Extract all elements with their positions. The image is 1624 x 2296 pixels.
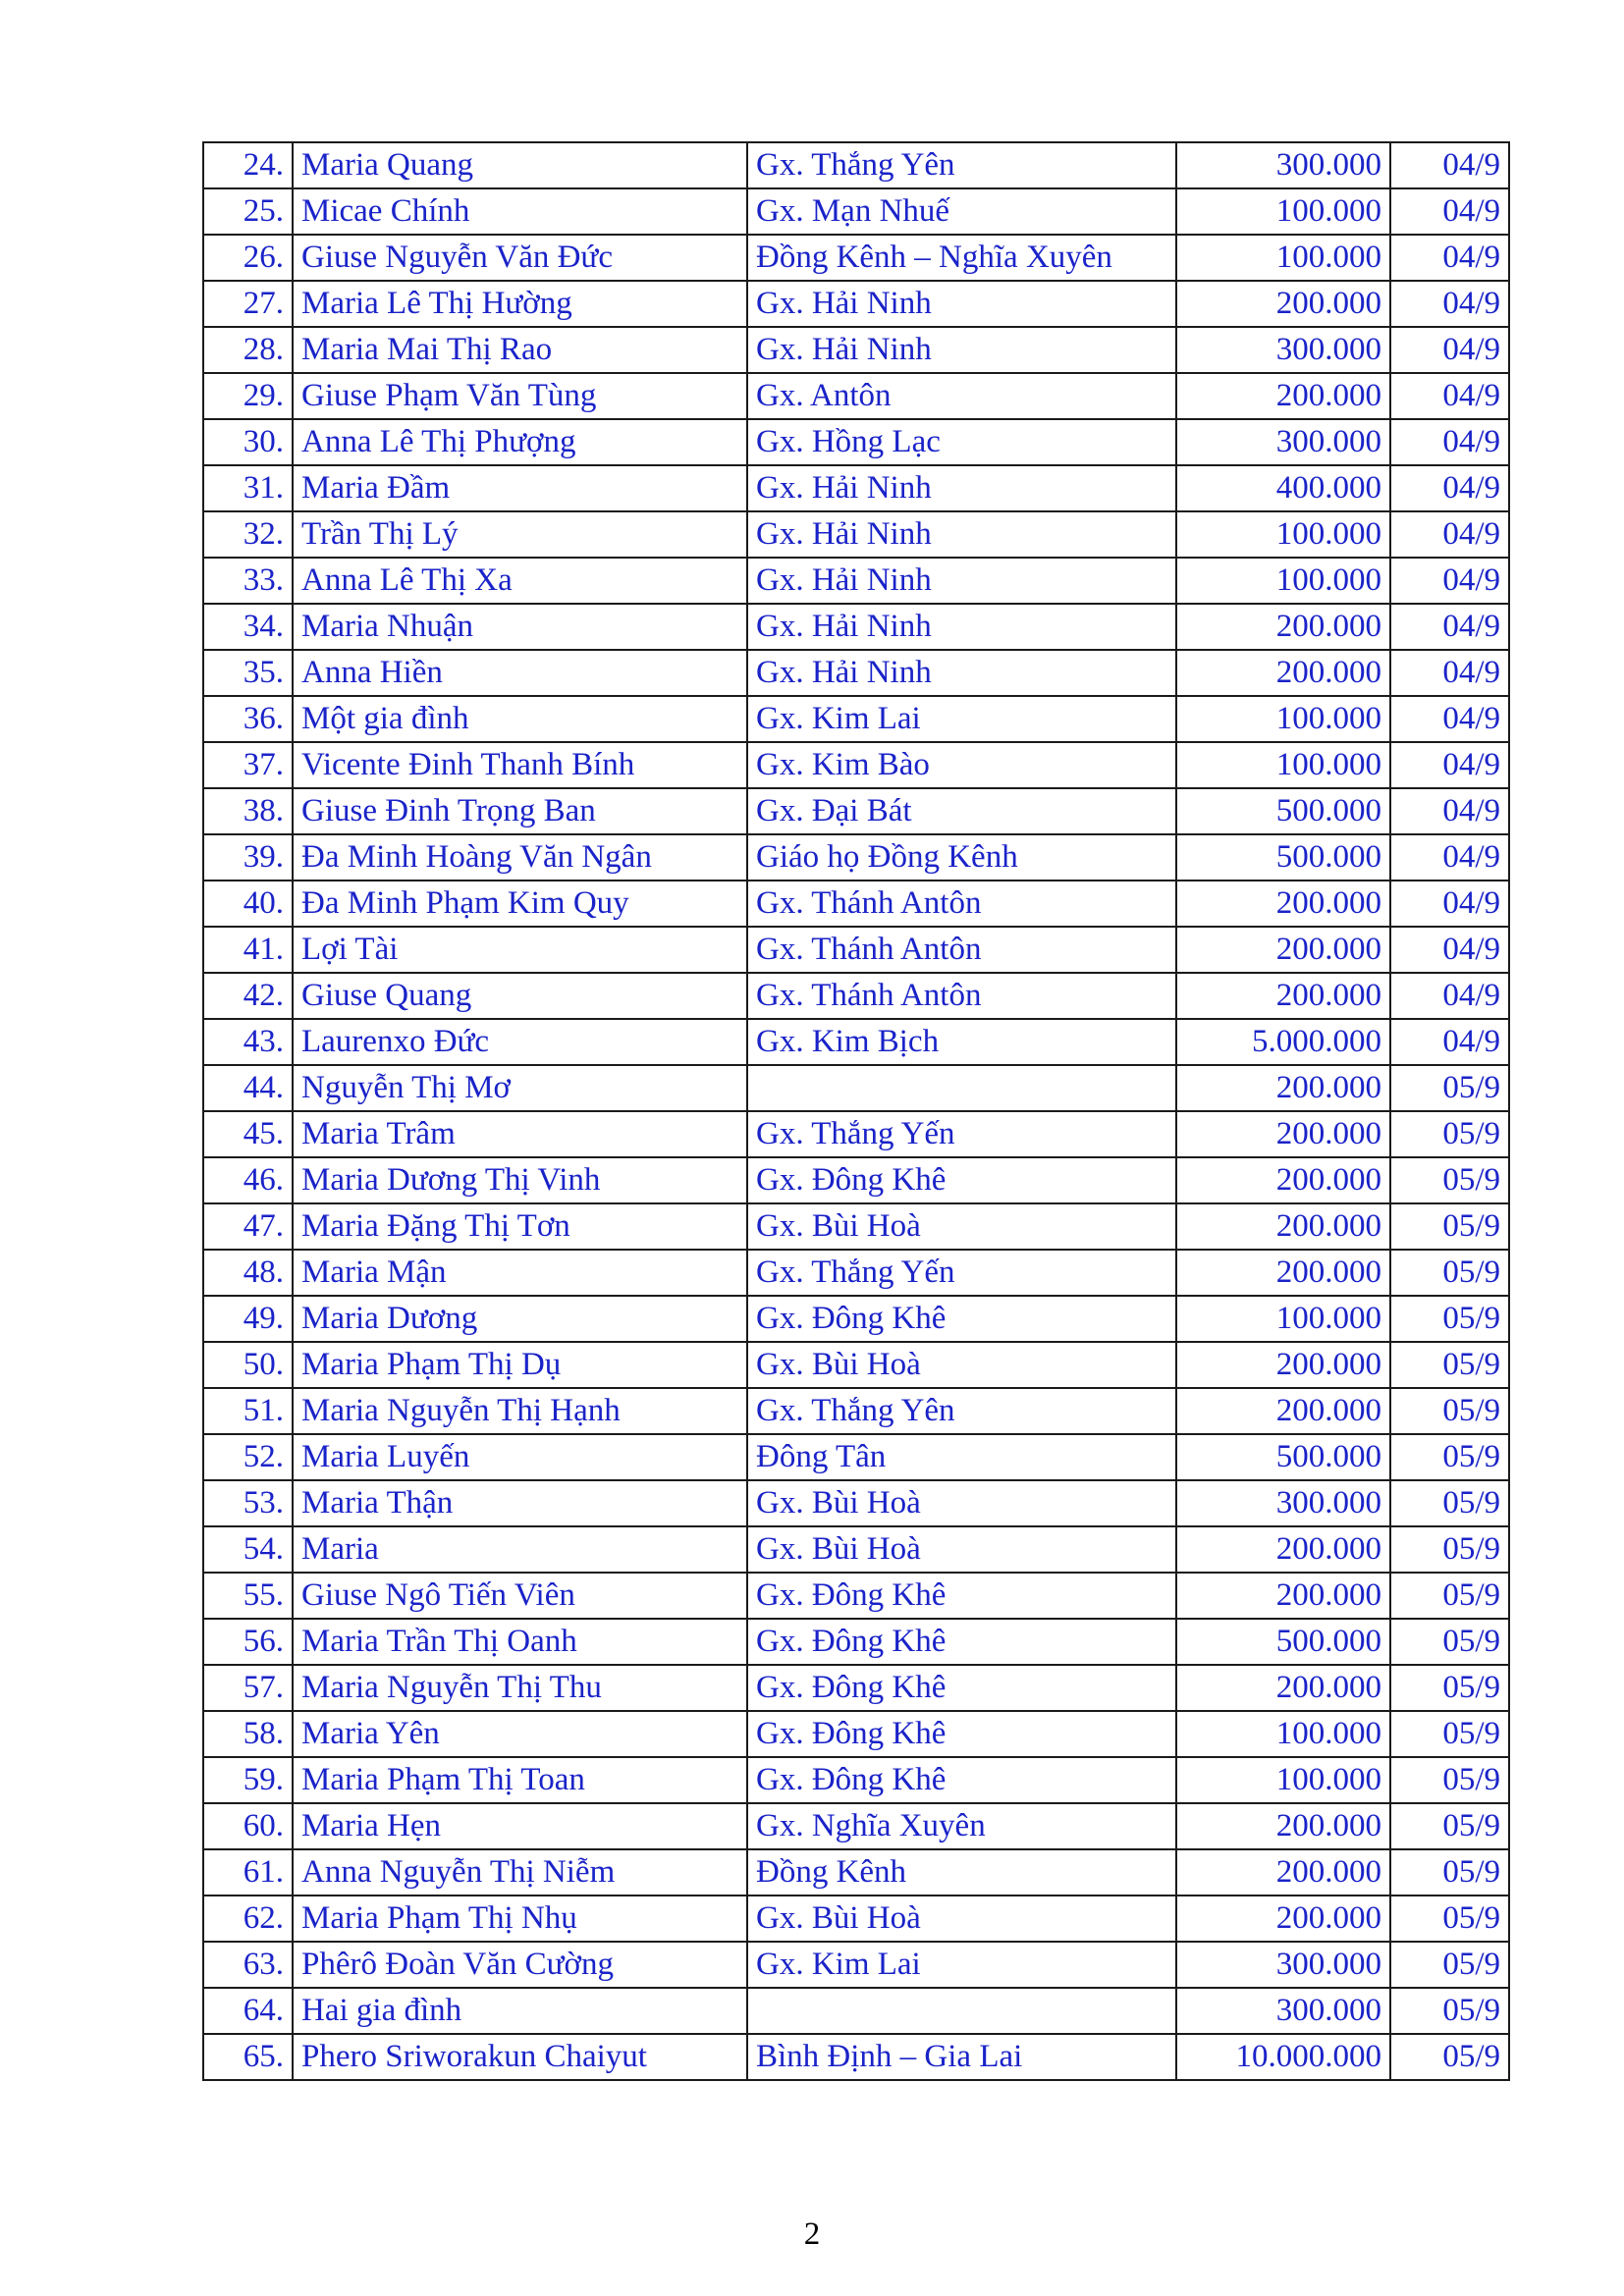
table-row [203,604,1509,650]
donor-name-cell: Maria [293,1526,747,1573]
row-number-cell: 37. [203,742,293,788]
donor-name-cell: Laurenxo Đức [293,1019,747,1065]
parish-cell: Gx. Mạn Nhuế [747,188,1176,235]
table-row [203,373,1509,419]
date-cell: 04/9 [1390,650,1509,696]
date-cell: 05/9 [1390,1988,1509,2034]
row-number-cell: 64. [203,1988,293,2034]
donation-table-body [203,142,1509,2080]
parish-cell: Gx. Đông Khê [747,1296,1176,1342]
parish-cell: Gx. Hải Ninh [747,511,1176,558]
donor-name-cell: Maria Trâm [293,1111,747,1157]
row-number-cell: 55. [203,1573,293,1619]
amount-cell: 100.000 [1176,511,1390,558]
parish-cell: Gx. Thánh Antôn [747,881,1176,927]
row-number-cell: 52. [203,1434,293,1480]
table-row [203,650,1509,696]
donor-name-cell: Maria Luyến [293,1434,747,1480]
date-cell: 04/9 [1390,419,1509,465]
date-cell: 04/9 [1390,235,1509,281]
date-cell: 05/9 [1390,1526,1509,1573]
amount-cell: 300.000 [1176,1988,1390,2034]
table-row [203,327,1509,373]
date-cell: 04/9 [1390,465,1509,511]
parish-cell: Gx. Đông Khê [747,1665,1176,1711]
date-cell: 05/9 [1390,1480,1509,1526]
parish-cell: Gx. Thắng Yên [747,1388,1176,1434]
donor-name-cell: Phero Sriworakun Chaiyut [293,2034,747,2080]
amount-cell: 100.000 [1176,1757,1390,1803]
parish-cell [747,1065,1176,1111]
amount-cell: 200.000 [1176,927,1390,973]
amount-cell: 200.000 [1176,1573,1390,1619]
amount-cell: 200.000 [1176,1388,1390,1434]
table-row [203,281,1509,327]
donor-name-cell: Giuse Đinh Trọng Ban [293,788,747,834]
amount-cell: 500.000 [1176,834,1390,881]
donor-name-cell: Maria Hẹn [293,1803,747,1849]
date-cell: 04/9 [1390,742,1509,788]
parish-cell: Gx. Hải Ninh [747,465,1176,511]
amount-cell: 500.000 [1176,788,1390,834]
parish-cell: Gx. Thánh Antôn [747,927,1176,973]
donor-name-cell: Phêrô Đoàn Văn Cường [293,1942,747,1988]
date-cell: 05/9 [1390,1250,1509,1296]
donor-name-cell: Maria Mận [293,1250,747,1296]
parish-cell: Gx. Bùi Hoà [747,1526,1176,1573]
table-row [203,1111,1509,1157]
donor-name-cell: Anna Lê Thị Phượng [293,419,747,465]
amount-cell: 200.000 [1176,1803,1390,1849]
row-number-cell: 61. [203,1849,293,1896]
table-row [203,1388,1509,1434]
table-row [203,1203,1509,1250]
date-cell: 04/9 [1390,973,1509,1019]
parish-cell: Gx. Bùi Hoà [747,1480,1176,1526]
donor-name-cell: Maria Phạm Thị Toan [293,1757,747,1803]
date-cell: 04/9 [1390,834,1509,881]
row-number-cell: 48. [203,1250,293,1296]
table-row [203,188,1509,235]
date-cell: 04/9 [1390,558,1509,604]
parish-cell: Gx. Thắng Yến [747,1111,1176,1157]
table-row [203,235,1509,281]
parish-cell: Gx. Đông Khê [747,1711,1176,1757]
table-row [203,1526,1509,1573]
date-cell: 04/9 [1390,327,1509,373]
date-cell: 04/9 [1390,281,1509,327]
table-row [203,742,1509,788]
date-cell: 04/9 [1390,927,1509,973]
parish-cell: Bình Định – Gia Lai [747,2034,1176,2080]
parish-cell: Gx. Bùi Hoà [747,1342,1176,1388]
amount-cell: 100.000 [1176,235,1390,281]
donor-name-cell: Giuse Ngô Tiến Viên [293,1573,747,1619]
donor-name-cell: Anna Nguyễn Thị Niễm [293,1849,747,1896]
parish-cell: Gx. Đông Khê [747,1157,1176,1203]
donor-name-cell: Maria Đặng Thị Tơn [293,1203,747,1250]
date-cell: 04/9 [1390,142,1509,188]
donor-name-cell: Maria Lê Thị Hường [293,281,747,327]
date-cell: 05/9 [1390,1757,1509,1803]
amount-cell: 100.000 [1176,696,1390,742]
amount-cell: 10.000.000 [1176,2034,1390,2080]
row-number-cell: 56. [203,1619,293,1665]
row-number-cell: 59. [203,1757,293,1803]
donor-name-cell: Giuse Phạm Văn Tùng [293,373,747,419]
row-number-cell: 54. [203,1526,293,1573]
donor-name-cell: Maria Thận [293,1480,747,1526]
table-row [203,1434,1509,1480]
row-number-cell: 58. [203,1711,293,1757]
amount-cell: 200.000 [1176,604,1390,650]
parish-cell: Gx. Thắng Yên [747,142,1176,188]
donor-name-cell: Lợi Tài [293,927,747,973]
table-row [203,1803,1509,1849]
amount-cell: 100.000 [1176,558,1390,604]
donation-table [202,141,1510,2081]
table-row [203,1157,1509,1203]
amount-cell: 200.000 [1176,1526,1390,1573]
donor-name-cell: Trần Thị Lý [293,511,747,558]
row-number-cell: 35. [203,650,293,696]
table-row [203,419,1509,465]
amount-cell: 100.000 [1176,188,1390,235]
row-number-cell: 40. [203,881,293,927]
parish-cell: Gx. Kim Lai [747,696,1176,742]
amount-cell: 200.000 [1176,373,1390,419]
donor-name-cell: Đa Minh Phạm Kim Quy [293,881,747,927]
row-number-cell: 53. [203,1480,293,1526]
parish-cell: Gx. Nghĩa Xuyên [747,1803,1176,1849]
date-cell: 05/9 [1390,1665,1509,1711]
parish-cell: Gx. Hải Ninh [747,604,1176,650]
donor-name-cell: Maria Mai Thị Rao [293,327,747,373]
amount-cell: 200.000 [1176,1065,1390,1111]
parish-cell: Đồng Kênh [747,1849,1176,1896]
date-cell: 05/9 [1390,1573,1509,1619]
donor-name-cell: Maria Dương [293,1296,747,1342]
row-number-cell: 46. [203,1157,293,1203]
parish-cell: Gx. Hải Ninh [747,650,1176,696]
table-row [203,1665,1509,1711]
parish-cell: Gx. Kim Bào [747,742,1176,788]
date-cell: 04/9 [1390,788,1509,834]
amount-cell: 200.000 [1176,281,1390,327]
amount-cell: 200.000 [1176,973,1390,1019]
donor-name-cell: Maria Nguyễn Thị Hạnh [293,1388,747,1434]
row-number-cell: 25. [203,188,293,235]
donor-name-cell: Giuse Nguyễn Văn Đức [293,235,747,281]
date-cell: 04/9 [1390,696,1509,742]
table-row [203,1296,1509,1342]
amount-cell: 100.000 [1176,1296,1390,1342]
amount-cell: 200.000 [1176,1111,1390,1157]
amount-cell: 200.000 [1176,1342,1390,1388]
table-row [203,558,1509,604]
table-row [203,511,1509,558]
row-number-cell: 49. [203,1296,293,1342]
parish-cell: Gx. Bùi Hoà [747,1203,1176,1250]
date-cell: 04/9 [1390,511,1509,558]
donor-name-cell: Maria Đầm [293,465,747,511]
row-number-cell: 60. [203,1803,293,1849]
donor-name-cell: Maria Nhuận [293,604,747,650]
row-number-cell: 33. [203,558,293,604]
row-number-cell: 51. [203,1388,293,1434]
parish-cell: Gx. Thắng Yến [747,1250,1176,1296]
donor-name-cell: Maria Dương Thị Vinh [293,1157,747,1203]
donor-name-cell: Vicente Đinh Thanh Bính [293,742,747,788]
table-row [203,788,1509,834]
row-number-cell: 28. [203,327,293,373]
table-row [203,696,1509,742]
table-row [203,1342,1509,1388]
date-cell: 04/9 [1390,373,1509,419]
row-number-cell: 30. [203,419,293,465]
table-row [203,465,1509,511]
donor-name-cell: Một gia đình [293,696,747,742]
date-cell: 04/9 [1390,881,1509,927]
amount-cell: 200.000 [1176,1849,1390,1896]
row-number-cell: 57. [203,1665,293,1711]
donor-name-cell: Maria Nguyễn Thị Thu [293,1665,747,1711]
date-cell: 05/9 [1390,1157,1509,1203]
donor-name-cell: Đa Minh Hoàng Văn Ngân [293,834,747,881]
parish-cell: Gx. Antôn [747,373,1176,419]
date-cell: 04/9 [1390,1019,1509,1065]
parish-cell: Đồng Kênh – Nghĩa Xuyên [747,235,1176,281]
donor-name-cell: Maria Trần Thị Oanh [293,1619,747,1665]
amount-cell: 300.000 [1176,327,1390,373]
parish-cell: Gx. Đông Khê [747,1619,1176,1665]
table-row [203,1757,1509,1803]
table-row [203,881,1509,927]
date-cell: 05/9 [1390,1849,1509,1896]
table-row [203,1988,1509,2034]
parish-cell: Gx. Đại Bát [747,788,1176,834]
parish-cell [747,1988,1176,2034]
row-number-cell: 62. [203,1896,293,1942]
row-number-cell: 36. [203,696,293,742]
row-number-cell: 31. [203,465,293,511]
table-row [203,1619,1509,1665]
date-cell: 05/9 [1390,1203,1509,1250]
parish-cell: Gx. Đông Khê [747,1573,1176,1619]
date-cell: 05/9 [1390,1065,1509,1111]
amount-cell: 300.000 [1176,142,1390,188]
row-number-cell: 42. [203,973,293,1019]
table-row [203,1573,1509,1619]
table-row [203,1250,1509,1296]
date-cell: 05/9 [1390,1619,1509,1665]
row-number-cell: 47. [203,1203,293,1250]
table-row [203,1942,1509,1988]
donor-name-cell: Anna Lê Thị Xa [293,558,747,604]
row-number-cell: 44. [203,1065,293,1111]
amount-cell: 300.000 [1176,419,1390,465]
parish-cell: Gx. Bùi Hoà [747,1896,1176,1942]
row-number-cell: 24. [203,142,293,188]
date-cell: 05/9 [1390,1803,1509,1849]
donor-name-cell: Maria Yên [293,1711,747,1757]
amount-cell: 200.000 [1176,650,1390,696]
table-row [203,1896,1509,1942]
amount-cell: 300.000 [1176,1942,1390,1988]
amount-cell: 200.000 [1176,1203,1390,1250]
amount-cell: 5.000.000 [1176,1019,1390,1065]
amount-cell: 200.000 [1176,1250,1390,1296]
row-number-cell: 65. [203,2034,293,2080]
donor-name-cell: Micae Chính [293,188,747,235]
table-row [203,927,1509,973]
date-cell: 05/9 [1390,1111,1509,1157]
date-cell: 05/9 [1390,1342,1509,1388]
amount-cell: 300.000 [1176,1480,1390,1526]
row-number-cell: 41. [203,927,293,973]
donor-name-cell: Hai gia đình [293,1988,747,2034]
date-cell: 05/9 [1390,1711,1509,1757]
amount-cell: 200.000 [1176,1665,1390,1711]
table-row [203,1065,1509,1111]
amount-cell: 400.000 [1176,465,1390,511]
amount-cell: 100.000 [1176,742,1390,788]
parish-cell: Gx. Hải Ninh [747,327,1176,373]
table-row [203,834,1509,881]
amount-cell: 200.000 [1176,1157,1390,1203]
table-row [203,142,1509,188]
table-row [203,1019,1509,1065]
row-number-cell: 38. [203,788,293,834]
date-cell: 04/9 [1390,604,1509,650]
amount-cell: 500.000 [1176,1434,1390,1480]
table-row [203,2034,1509,2080]
table-row [203,1711,1509,1757]
donor-name-cell: Maria Phạm Thị Nhụ [293,1896,747,1942]
donor-name-cell: Anna Hiền [293,650,747,696]
row-number-cell: 26. [203,235,293,281]
date-cell: 05/9 [1390,1296,1509,1342]
row-number-cell: 45. [203,1111,293,1157]
parish-cell: Gx. Thánh Antôn [747,973,1176,1019]
date-cell: 05/9 [1390,1896,1509,1942]
table-row [203,973,1509,1019]
donor-name-cell: Maria Quang [293,142,747,188]
row-number-cell: 63. [203,1942,293,1988]
table-row [203,1849,1509,1896]
amount-cell: 500.000 [1176,1619,1390,1665]
donor-name-cell: Giuse Quang [293,973,747,1019]
parish-cell: Gx. Kim Bịch [747,1019,1176,1065]
page-number: 2 [803,2216,821,2252]
donor-name-cell: Nguyễn Thị Mơ [293,1065,747,1111]
date-cell: 05/9 [1390,2034,1509,2080]
row-number-cell: 29. [203,373,293,419]
row-number-cell: 27. [203,281,293,327]
parish-cell: Đông Tân [747,1434,1176,1480]
parish-cell: Gx. Hồng Lạc [747,419,1176,465]
row-number-cell: 32. [203,511,293,558]
row-number-cell: 39. [203,834,293,881]
donor-name-cell: Maria Phạm Thị Dụ [293,1342,747,1388]
parish-cell: Gx. Kim Lai [747,1942,1176,1988]
parish-cell: Gx. Hải Ninh [747,281,1176,327]
row-number-cell: 50. [203,1342,293,1388]
date-cell: 05/9 [1390,1942,1509,1988]
date-cell: 04/9 [1390,188,1509,235]
parish-cell: Gx. Đông Khê [747,1757,1176,1803]
amount-cell: 200.000 [1176,1896,1390,1942]
amount-cell: 200.000 [1176,881,1390,927]
table-row [203,1480,1509,1526]
amount-cell: 100.000 [1176,1711,1390,1757]
parish-cell: Giáo họ Đồng Kênh [747,834,1176,881]
row-number-cell: 43. [203,1019,293,1065]
row-number-cell: 34. [203,604,293,650]
parish-cell: Gx. Hải Ninh [747,558,1176,604]
date-cell: 05/9 [1390,1388,1509,1434]
date-cell: 05/9 [1390,1434,1509,1480]
